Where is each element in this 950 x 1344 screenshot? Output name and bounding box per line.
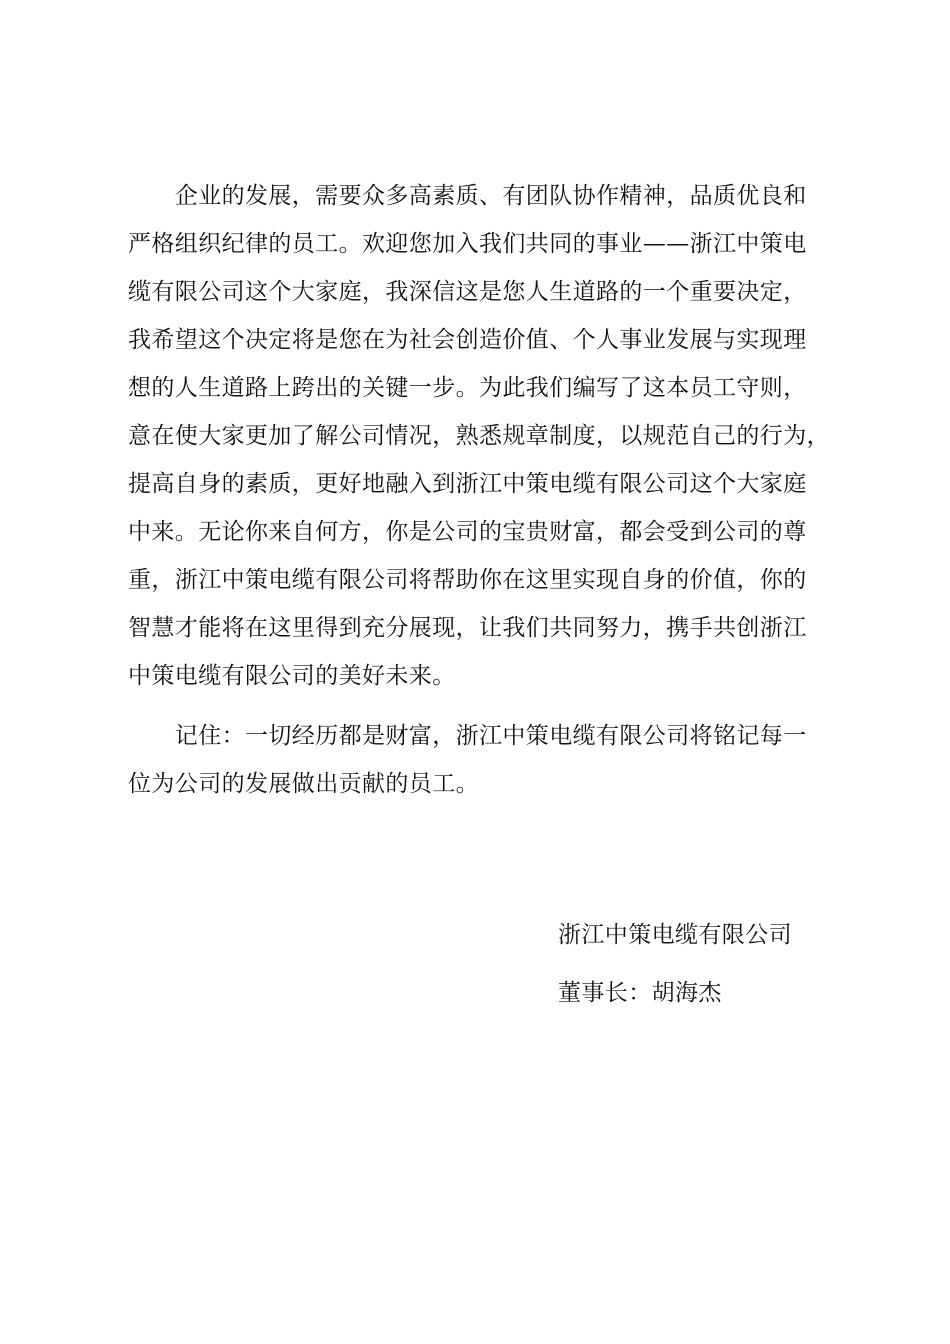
paragraph-remember bbox=[128, 712, 840, 808]
paragraph-line: 中策电缆有限公司的美好未来。 bbox=[128, 663, 456, 689]
chairman-signature: 董事长：胡海杰 bbox=[558, 980, 722, 1006]
signature-block bbox=[558, 906, 878, 1022]
paragraph-line: 想的人生道路上跨出的关键一步。为此我们编写了这本员工守则， bbox=[128, 375, 807, 401]
paragraph-line: 缆有限公司这个大家庭，我深信这是您人生道路的一个重要决定， bbox=[128, 279, 807, 305]
paragraph-line: 企业的发展，需要众多高素质、有团队协作精神，品质优良和 bbox=[128, 183, 807, 209]
paragraph-welcome bbox=[128, 172, 840, 700]
paragraph-line: 意在使大家更加了解公司情况，熟悉规章制度，以规范自己的行为， bbox=[128, 423, 830, 449]
paragraph-line: 我希望这个决定将是您在为社会创造价值、个人事业发展与实现理 bbox=[128, 327, 807, 353]
paragraph-line: 智慧才能将在这里得到充分展现，让我们共同努力，携手共创浙江 bbox=[128, 615, 807, 641]
paragraph-line: 严格组织纪律的员工。欢迎您加入我们共同的事业——浙江中策电 bbox=[128, 231, 807, 257]
paragraph-line: 重，浙江中策电缆有限公司将帮助你在这里实现自身的价值，你的 bbox=[128, 567, 807, 593]
paragraph-line: 位为公司的发展做出贡献的员工。 bbox=[128, 771, 479, 797]
paragraph-line: 中来。无论你来自何方，你是公司的宝贵财富，都会受到公司的尊 bbox=[128, 519, 807, 545]
paragraph-line: 提高自身的素质，更好地融入到浙江中策电缆有限公司这个大家庭 bbox=[128, 471, 807, 497]
company-name: 浙江中策电缆有限公司 bbox=[558, 922, 792, 948]
paragraph-line: 记住：一切经历都是财富，浙江中策电缆有限公司将铭记每一 bbox=[128, 723, 807, 749]
paragraph-spacer bbox=[128, 700, 840, 712]
letter-body bbox=[128, 172, 840, 808]
